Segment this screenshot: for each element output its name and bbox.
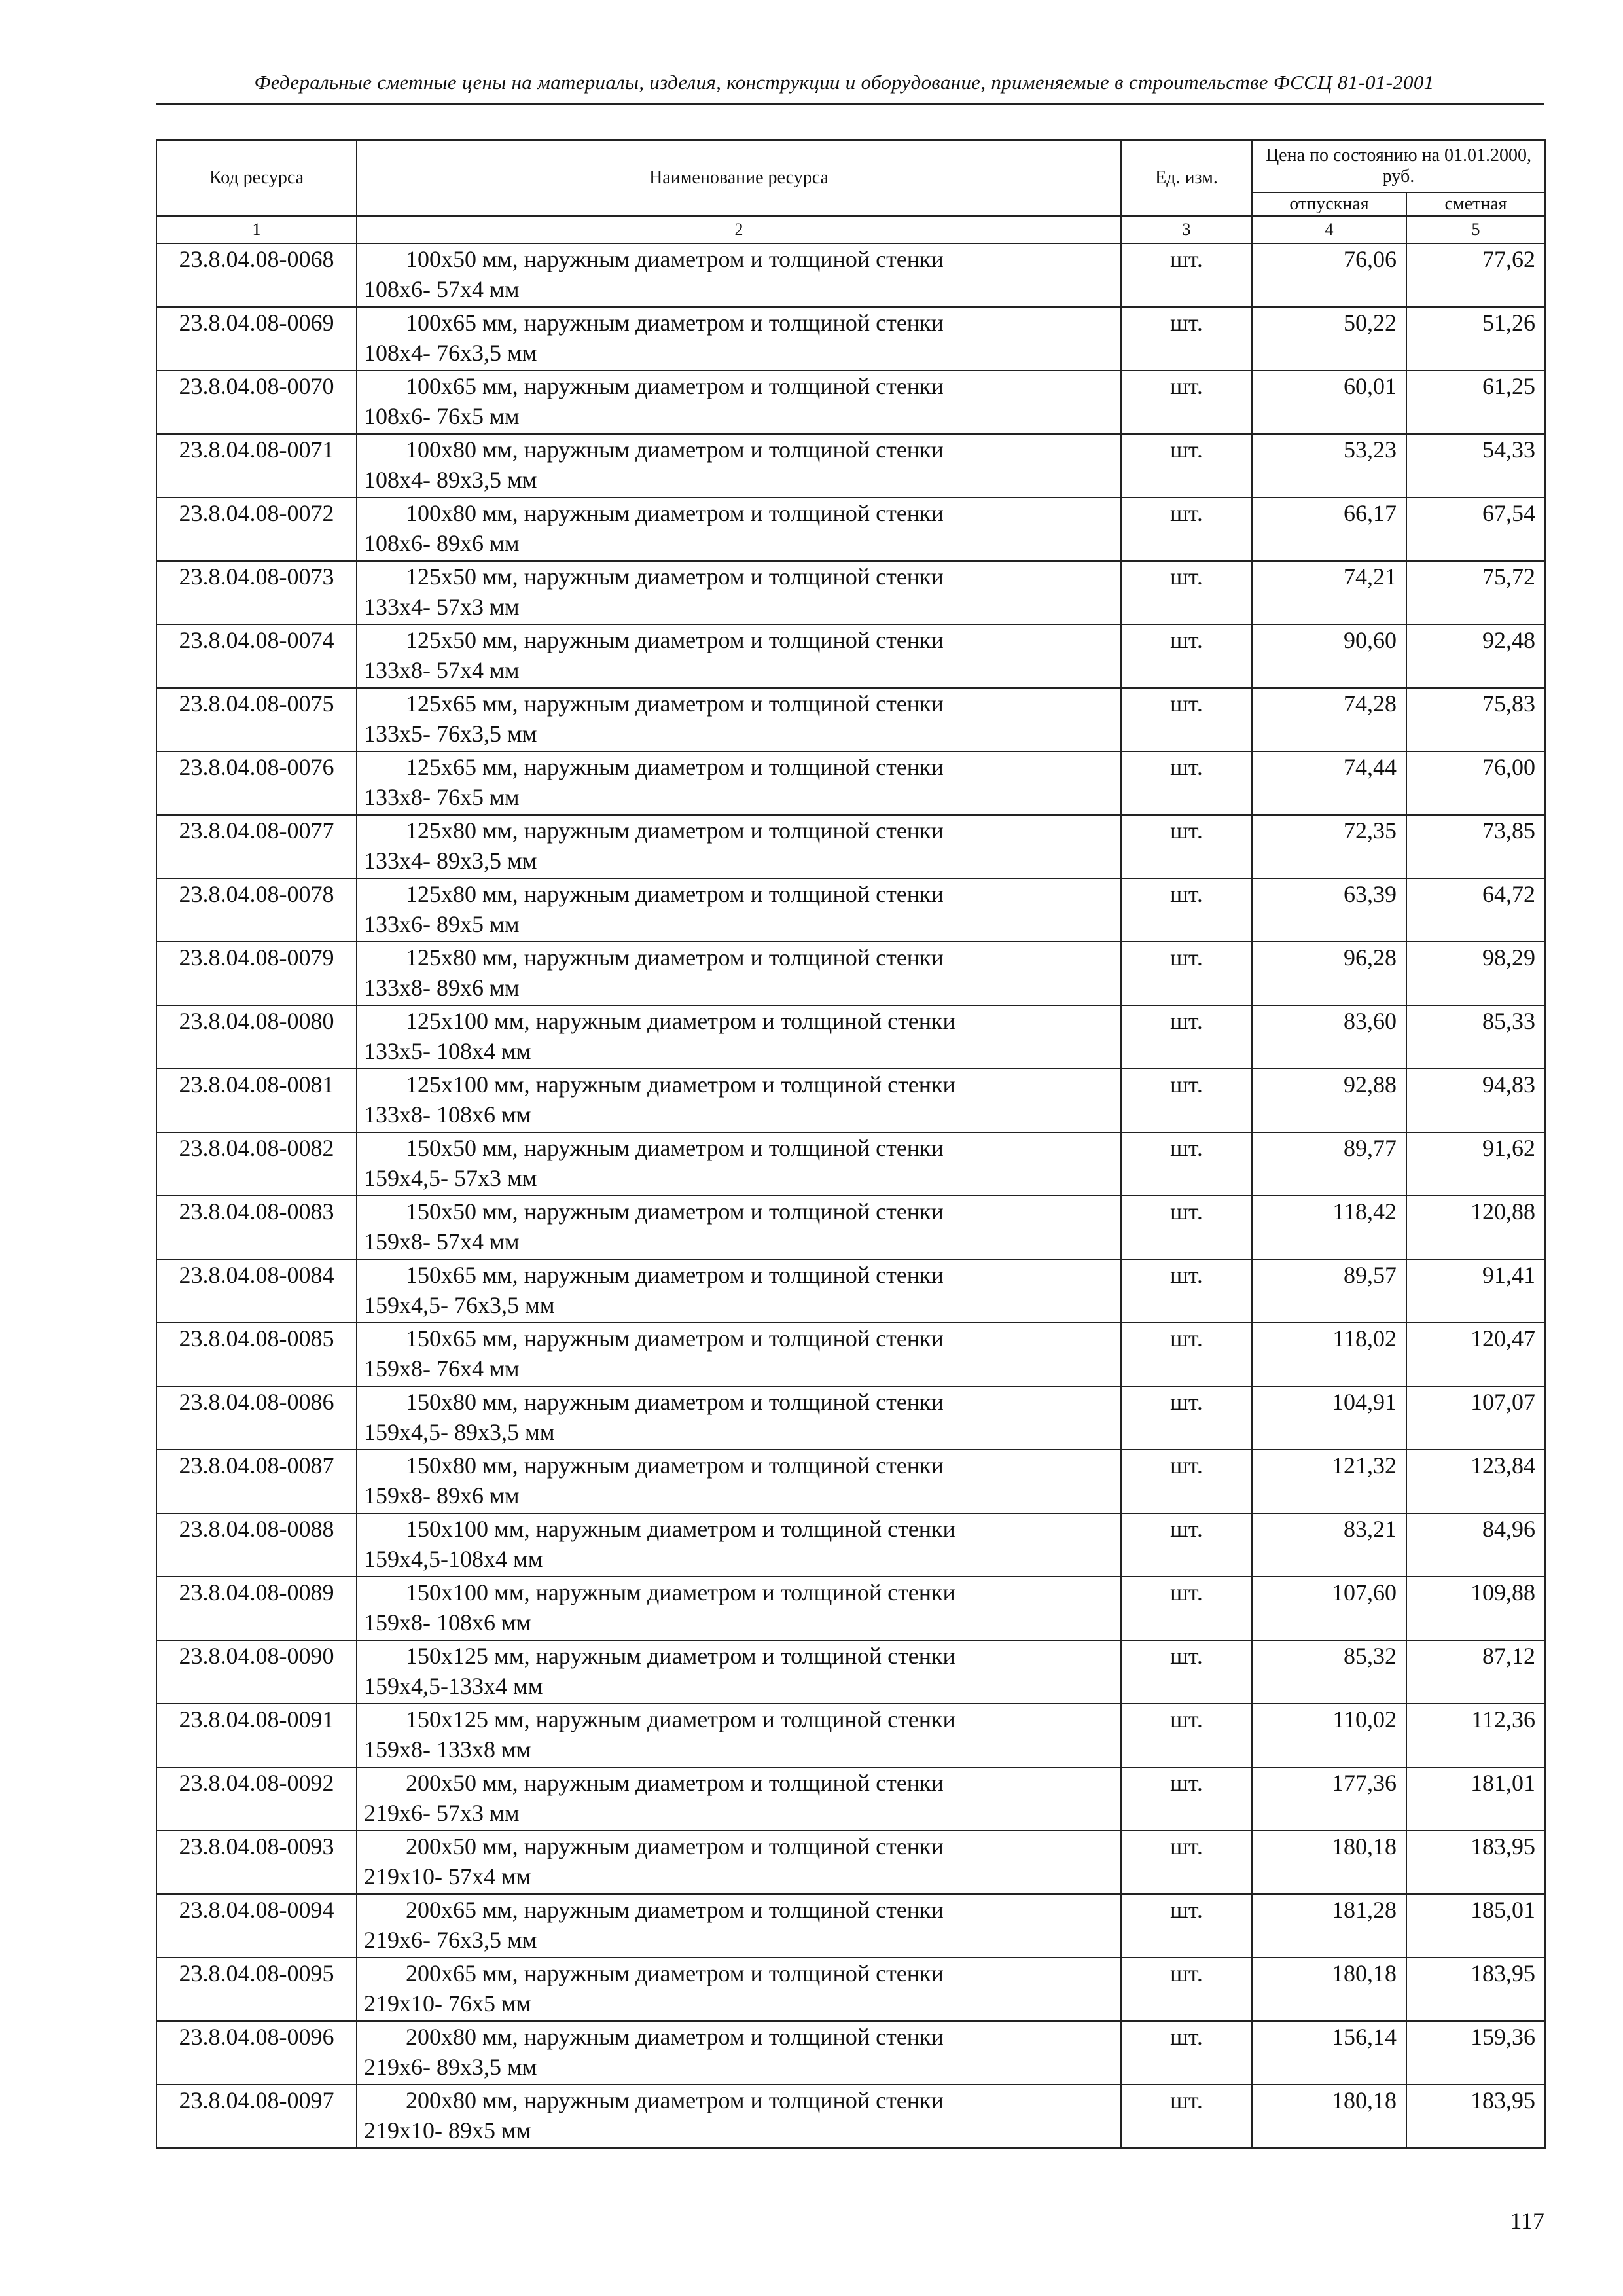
resource-name-line1: 100x65 мм, наружным диаметром и толщиной стенки xyxy=(406,310,944,336)
resource-unit: шт. xyxy=(1121,434,1252,497)
resource-name xyxy=(357,815,1121,878)
resource-name-line1: 150x80 мм, наружным диаметром и толщиной стенки xyxy=(406,1389,944,1415)
resource-unit: шт. xyxy=(1121,2085,1252,2148)
price-release: 118,02 xyxy=(1252,1323,1406,1386)
resource-name-line1: 125x50 мм, наружным диаметром и толщиной стенки xyxy=(406,627,944,653)
resource-name xyxy=(357,688,1121,751)
resource-name-line2: 219x10- 57x4 мм xyxy=(364,1863,531,1890)
resource-name-line2: 219x6- 76x3,5 мм xyxy=(364,1927,537,1953)
price-estimate: 51,26 xyxy=(1406,307,1545,370)
price-estimate: 64,72 xyxy=(1406,878,1545,942)
price-release: 180,18 xyxy=(1252,2085,1406,2148)
resource-name-line1: 100x80 мм, наружным диаметром и толщиной стенки xyxy=(406,437,944,463)
resource-name-line2: 219x10- 76x5 мм xyxy=(364,1990,531,2017)
resource-unit: шт. xyxy=(1121,1958,1252,2021)
resource-name-line2: 159x4,5-133x4 мм xyxy=(364,1673,543,1699)
price-estimate: 98,29 xyxy=(1406,942,1545,1005)
price-estimate: 92,48 xyxy=(1406,624,1545,688)
table-row xyxy=(156,434,1545,497)
price-estimate: 91,41 xyxy=(1406,1259,1545,1323)
resource-code: 23.8.04.08-0079 xyxy=(156,942,357,1005)
resource-name-line2: 133x8- 76x5 мм xyxy=(364,784,520,810)
resource-code: 23.8.04.08-0081 xyxy=(156,1069,357,1132)
table-row xyxy=(156,942,1545,1005)
table-row xyxy=(156,370,1545,434)
resource-name xyxy=(357,1958,1121,2021)
price-estimate: 75,72 xyxy=(1406,561,1545,624)
price-release: 74,21 xyxy=(1252,561,1406,624)
price-release: 76,06 xyxy=(1252,243,1406,307)
resource-name-line1: 150x65 мм, наружным диаметром и толщиной стенки xyxy=(406,1325,944,1352)
col-header-price-release: отпускная xyxy=(1252,192,1406,216)
resource-name-line2: 159x8- 76x4 мм xyxy=(364,1355,520,1382)
resource-code: 23.8.04.08-0070 xyxy=(156,370,357,434)
table-row xyxy=(156,1132,1545,1196)
price-release: 107,60 xyxy=(1252,1577,1406,1640)
resource-unit: шт. xyxy=(1121,878,1252,942)
resource-unit: шт. xyxy=(1121,1767,1252,1831)
resource-name xyxy=(357,1132,1121,1196)
table-row xyxy=(156,878,1545,942)
col-number-5: 5 xyxy=(1406,216,1545,243)
resource-name-line2: 133x8- 57x4 мм xyxy=(364,657,520,683)
table-row xyxy=(156,1767,1545,1831)
resource-name xyxy=(357,942,1121,1005)
resource-unit: шт. xyxy=(1121,624,1252,688)
resource-name-line1: 125x80 мм, наружным диаметром и толщиной стенки xyxy=(406,881,944,907)
resource-name-line1: 125x80 мм, наружным диаметром и толщиной стенки xyxy=(406,817,944,844)
resource-unit: шт. xyxy=(1121,497,1252,561)
resource-name-line2: 159x4,5- 57x3 мм xyxy=(364,1165,537,1191)
price-estimate: 123,84 xyxy=(1406,1450,1545,1513)
price-release: 180,18 xyxy=(1252,1958,1406,2021)
col-number-1: 1 xyxy=(156,216,357,243)
resource-name xyxy=(357,1259,1121,1323)
table-row xyxy=(156,1640,1545,1704)
price-release: 63,39 xyxy=(1252,878,1406,942)
table-row xyxy=(156,815,1545,878)
price-release: 177,36 xyxy=(1252,1767,1406,1831)
resource-unit: шт. xyxy=(1121,942,1252,1005)
resource-code: 23.8.04.08-0088 xyxy=(156,1513,357,1577)
resource-code: 23.8.04.08-0073 xyxy=(156,561,357,624)
price-estimate: 84,96 xyxy=(1406,1513,1545,1577)
resource-name-line1: 150x100 мм, наружным диаметром и толщиной стенки xyxy=(406,1579,955,1605)
resource-unit: шт. xyxy=(1121,1640,1252,1704)
resource-name xyxy=(357,751,1121,815)
resource-name xyxy=(357,1450,1121,1513)
table-row xyxy=(156,1323,1545,1386)
table-row xyxy=(156,1386,1545,1450)
resource-name-line2: 133x5- 108x4 мм xyxy=(364,1038,531,1064)
resource-name xyxy=(357,2085,1121,2148)
resource-name-line1: 150x65 мм, наружным диаметром и толщиной стенки xyxy=(406,1262,944,1288)
resource-name-line1: 125x65 мм, наружным диаметром и толщиной стенки xyxy=(406,754,944,780)
resource-code: 23.8.04.08-0072 xyxy=(156,497,357,561)
resource-unit: шт. xyxy=(1121,815,1252,878)
table-row xyxy=(156,243,1545,307)
price-estimate: 85,33 xyxy=(1406,1005,1545,1069)
resource-name-line2: 159x8- 133x8 мм xyxy=(364,1736,531,1763)
table-row xyxy=(156,1069,1545,1132)
resource-name-line1: 200x65 мм, наружным диаметром и толщиной стенки xyxy=(406,1960,944,1986)
table-row xyxy=(156,1005,1545,1069)
resource-code: 23.8.04.08-0077 xyxy=(156,815,357,878)
resource-code: 23.8.04.08-0086 xyxy=(156,1386,357,1450)
page-number: 117 xyxy=(1510,2208,1544,2234)
resource-unit: шт. xyxy=(1121,1196,1252,1259)
resource-name xyxy=(357,2021,1121,2085)
col-header-price-estimate: сметная xyxy=(1406,192,1545,216)
price-estimate: 159,36 xyxy=(1406,2021,1545,2085)
table-row xyxy=(156,688,1545,751)
table-row xyxy=(156,307,1545,370)
price-release: 96,28 xyxy=(1252,942,1406,1005)
resource-name-line2: 133x8- 108x6 мм xyxy=(364,1102,531,1128)
resource-name-line2: 108x4- 76x3,5 мм xyxy=(364,340,537,366)
price-release: 110,02 xyxy=(1252,1704,1406,1767)
resource-name-line1: 200x80 мм, наружным диаметром и толщиной стенки xyxy=(406,2087,944,2113)
resource-code: 23.8.04.08-0076 xyxy=(156,751,357,815)
price-estimate: 107,07 xyxy=(1406,1386,1545,1450)
price-estimate: 75,83 xyxy=(1406,688,1545,751)
price-release: 83,60 xyxy=(1252,1005,1406,1069)
resource-name-line1: 100x65 мм, наружным диаметром и толщиной стенки xyxy=(406,373,944,399)
price-estimate: 76,00 xyxy=(1406,751,1545,815)
resource-name-line1: 150x50 мм, наружным диаметром и толщиной стенки xyxy=(406,1198,944,1225)
resource-name xyxy=(357,434,1121,497)
col-number-4: 4 xyxy=(1252,216,1406,243)
col-number-3: 3 xyxy=(1121,216,1252,243)
resource-unit: шт. xyxy=(1121,561,1252,624)
page-header-title: Федеральные сметные цены на материалы, изделия, конструкции и оборудование, применяемые в строительстве ФССЦ 81-01-2001 xyxy=(254,71,1435,94)
resource-name-line1: 125x100 мм, наружным диаметром и толщиной стенки xyxy=(406,1071,955,1098)
resource-code: 23.8.04.08-0085 xyxy=(156,1323,357,1386)
table-row xyxy=(156,1259,1545,1323)
resource-code: 23.8.04.08-0089 xyxy=(156,1577,357,1640)
col-number-2: 2 xyxy=(357,216,1121,243)
price-estimate: 77,62 xyxy=(1406,243,1545,307)
resource-name-line2: 108x6- 57x4 мм xyxy=(364,276,520,302)
resource-name-line2: 108x4- 89x3,5 мм xyxy=(364,467,537,493)
table-body xyxy=(156,243,1545,2148)
resource-code: 23.8.04.08-0097 xyxy=(156,2085,357,2148)
resource-name xyxy=(357,1767,1121,1831)
resource-code: 23.8.04.08-0095 xyxy=(156,1958,357,2021)
resource-name xyxy=(357,878,1121,942)
resource-code: 23.8.04.08-0074 xyxy=(156,624,357,688)
resource-name-line2: 159x4,5-108x4 мм xyxy=(364,1546,543,1572)
resource-unit: шт. xyxy=(1121,2021,1252,2085)
price-release: 181,28 xyxy=(1252,1894,1406,1958)
resource-name-line2: 219x6- 57x3 мм xyxy=(364,1800,520,1826)
resource-name-line2: 159x4,5- 89x3,5 мм xyxy=(364,1419,555,1445)
resource-unit: шт. xyxy=(1121,1069,1252,1132)
resource-name-line1: 125x100 мм, наружным диаметром и толщиной стенки xyxy=(406,1008,955,1034)
resource-code: 23.8.04.08-0082 xyxy=(156,1132,357,1196)
resource-name xyxy=(357,1894,1121,1958)
resource-name xyxy=(357,370,1121,434)
table-row xyxy=(156,1831,1545,1894)
resource-name xyxy=(357,243,1121,307)
resource-name-line2: 133x8- 89x6 мм xyxy=(364,975,520,1001)
resource-name-line1: 125x65 мм, наружным диаметром и толщиной стенки xyxy=(406,691,944,717)
col-header-price-group: Цена по состоянию на 01.01.2000, руб. xyxy=(1252,140,1545,192)
resource-name xyxy=(357,1069,1121,1132)
resource-code: 23.8.04.08-0090 xyxy=(156,1640,357,1704)
price-release: 89,77 xyxy=(1252,1132,1406,1196)
table-header xyxy=(156,140,1545,243)
resource-code: 23.8.04.08-0069 xyxy=(156,307,357,370)
resource-name xyxy=(357,497,1121,561)
col-header-code: Код ресурса xyxy=(156,140,357,216)
resource-name-line2: 159x8- 108x6 мм xyxy=(364,1609,531,1636)
resource-name-line1: 200x80 мм, наружным диаметром и толщиной стенки xyxy=(406,2024,944,2050)
table-row xyxy=(156,624,1545,688)
resource-name-line1: 100x80 мм, наружным диаметром и толщиной стенки xyxy=(406,500,944,526)
price-estimate: 183,95 xyxy=(1406,1958,1545,2021)
resource-code: 23.8.04.08-0083 xyxy=(156,1196,357,1259)
table-row xyxy=(156,751,1545,815)
price-estimate: 91,62 xyxy=(1406,1132,1545,1196)
resource-code: 23.8.04.08-0087 xyxy=(156,1450,357,1513)
resource-name xyxy=(357,1640,1121,1704)
price-release: 118,42 xyxy=(1252,1196,1406,1259)
table-row xyxy=(156,1450,1545,1513)
price-release: 85,32 xyxy=(1252,1640,1406,1704)
resource-name-line2: 108x6- 76x5 мм xyxy=(364,403,520,429)
resource-name-line1: 150x125 мм, наружным диаметром и толщиной стенки xyxy=(406,1706,955,1732)
table-row xyxy=(156,1958,1545,2021)
price-release: 104,91 xyxy=(1252,1386,1406,1450)
resource-name-line1: 150x125 мм, наружным диаметром и толщиной стенки xyxy=(406,1643,955,1669)
resource-name-line2: 108x6- 89x6 мм xyxy=(364,530,520,556)
resource-name-line2: 159x4,5- 76x3,5 мм xyxy=(364,1292,555,1318)
price-estimate: 112,36 xyxy=(1406,1704,1545,1767)
resource-name xyxy=(357,1386,1121,1450)
price-release: 89,57 xyxy=(1252,1259,1406,1323)
resource-name-line1: 100x50 мм, наружным диаметром и толщиной стенки xyxy=(406,246,944,272)
resource-unit: шт. xyxy=(1121,1513,1252,1577)
price-release: 50,22 xyxy=(1252,307,1406,370)
price-release: 121,32 xyxy=(1252,1450,1406,1513)
price-estimate: 54,33 xyxy=(1406,434,1545,497)
resource-name xyxy=(357,1831,1121,1894)
col-header-name: Наименование ресурса xyxy=(357,140,1121,216)
resource-name-line1: 150x80 мм, наружным диаметром и толщиной стенки xyxy=(406,1452,944,1479)
resource-name-line2: 159x8- 89x6 мм xyxy=(364,1482,520,1509)
price-estimate: 109,88 xyxy=(1406,1577,1545,1640)
price-release: 72,35 xyxy=(1252,815,1406,878)
resource-unit: шт. xyxy=(1121,243,1252,307)
resource-unit: шт. xyxy=(1121,1450,1252,1513)
price-release: 74,28 xyxy=(1252,688,1406,751)
resource-name xyxy=(357,1704,1121,1767)
resource-name xyxy=(357,561,1121,624)
price-release: 53,23 xyxy=(1252,434,1406,497)
resource-name-line1: 200x65 мм, наружным диаметром и толщиной стенки xyxy=(406,1897,944,1923)
resource-name-line1: 125x50 мм, наружным диаметром и толщиной стенки xyxy=(406,564,944,590)
resource-code: 23.8.04.08-0096 xyxy=(156,2021,357,2085)
resource-code: 23.8.04.08-0092 xyxy=(156,1767,357,1831)
resource-name-line1: 200x50 мм, наружным диаметром и толщиной стенки xyxy=(406,1833,944,1859)
resource-code: 23.8.04.08-0080 xyxy=(156,1005,357,1069)
resource-name-line1: 150x50 мм, наружным диаметром и толщиной стенки xyxy=(406,1135,944,1161)
resource-code: 23.8.04.08-0091 xyxy=(156,1704,357,1767)
table-row xyxy=(156,1704,1545,1767)
price-estimate: 73,85 xyxy=(1406,815,1545,878)
price-table xyxy=(156,139,1546,2149)
price-release: 83,21 xyxy=(1252,1513,1406,1577)
resource-name xyxy=(357,1005,1121,1069)
price-estimate: 181,01 xyxy=(1406,1767,1545,1831)
resource-name-line2: 133x6- 89x5 мм xyxy=(364,911,520,937)
price-estimate: 87,12 xyxy=(1406,1640,1545,1704)
resource-name xyxy=(357,1513,1121,1577)
resource-name-line2: 133x4- 89x3,5 мм xyxy=(364,848,537,874)
resource-unit: шт. xyxy=(1121,1323,1252,1386)
resource-unit: шт. xyxy=(1121,751,1252,815)
resource-unit: шт. xyxy=(1121,1132,1252,1196)
price-estimate: 67,54 xyxy=(1406,497,1545,561)
table-row xyxy=(156,497,1545,561)
price-release: 92,88 xyxy=(1252,1069,1406,1132)
resource-name-line2: 133x4- 57x3 мм xyxy=(364,594,520,620)
price-release: 156,14 xyxy=(1252,2021,1406,2085)
price-release: 60,01 xyxy=(1252,370,1406,434)
price-estimate: 183,95 xyxy=(1406,1831,1545,1894)
price-release: 66,17 xyxy=(1252,497,1406,561)
resource-name xyxy=(357,1323,1121,1386)
resource-code: 23.8.04.08-0078 xyxy=(156,878,357,942)
resource-unit: шт. xyxy=(1121,307,1252,370)
table-row xyxy=(156,561,1545,624)
table-row xyxy=(156,1513,1545,1577)
price-estimate: 94,83 xyxy=(1406,1069,1545,1132)
resource-name xyxy=(357,307,1121,370)
resource-name xyxy=(357,1577,1121,1640)
resource-name-line2: 133x5- 76x3,5 мм xyxy=(364,721,537,747)
table-row xyxy=(156,2021,1545,2085)
price-release: 180,18 xyxy=(1252,1831,1406,1894)
table-row xyxy=(156,2085,1545,2148)
resource-code: 23.8.04.08-0075 xyxy=(156,688,357,751)
table-row xyxy=(156,1894,1545,1958)
resource-unit: шт. xyxy=(1121,1831,1252,1894)
resource-code: 23.8.04.08-0094 xyxy=(156,1894,357,1958)
resource-unit: шт. xyxy=(1121,1259,1252,1323)
resource-code: 23.8.04.08-0071 xyxy=(156,434,357,497)
col-header-unit: Ед. изм. xyxy=(1121,140,1252,216)
resource-name xyxy=(357,1196,1121,1259)
price-estimate: 120,88 xyxy=(1406,1196,1545,1259)
table-row xyxy=(156,1196,1545,1259)
resource-unit: шт. xyxy=(1121,1386,1252,1450)
resource-name-line1: 200x50 мм, наружным диаметром и толщиной стенки xyxy=(406,1770,944,1796)
resource-name-line2: 219x6- 89x3,5 мм xyxy=(364,2054,537,2080)
price-release: 90,60 xyxy=(1252,624,1406,688)
resource-unit: шт. xyxy=(1121,370,1252,434)
resource-unit: шт. xyxy=(1121,1005,1252,1069)
resource-name-line1: 150x100 мм, наружным диаметром и толщиной стенки xyxy=(406,1516,955,1542)
price-release: 74,44 xyxy=(1252,751,1406,815)
price-estimate: 120,47 xyxy=(1406,1323,1545,1386)
table-row xyxy=(156,1577,1545,1640)
price-estimate: 183,95 xyxy=(1406,2085,1545,2148)
resource-name xyxy=(357,624,1121,688)
price-estimate: 185,01 xyxy=(1406,1894,1545,1958)
price-estimate: 61,25 xyxy=(1406,370,1545,434)
resource-code: 23.8.04.08-0068 xyxy=(156,243,357,307)
resource-name-line2: 159x8- 57x4 мм xyxy=(364,1229,520,1255)
resource-unit: шт. xyxy=(1121,1577,1252,1640)
resource-name-line1: 125x80 мм, наружным диаметром и толщиной стенки xyxy=(406,944,944,971)
resource-unit: шт. xyxy=(1121,1704,1252,1767)
resource-name-line2: 219x10- 89x5 мм xyxy=(364,2117,531,2144)
resource-code: 23.8.04.08-0084 xyxy=(156,1259,357,1323)
header-divider xyxy=(156,103,1544,105)
resource-unit: шт. xyxy=(1121,1894,1252,1958)
resource-code: 23.8.04.08-0093 xyxy=(156,1831,357,1894)
resource-unit: шт. xyxy=(1121,688,1252,751)
